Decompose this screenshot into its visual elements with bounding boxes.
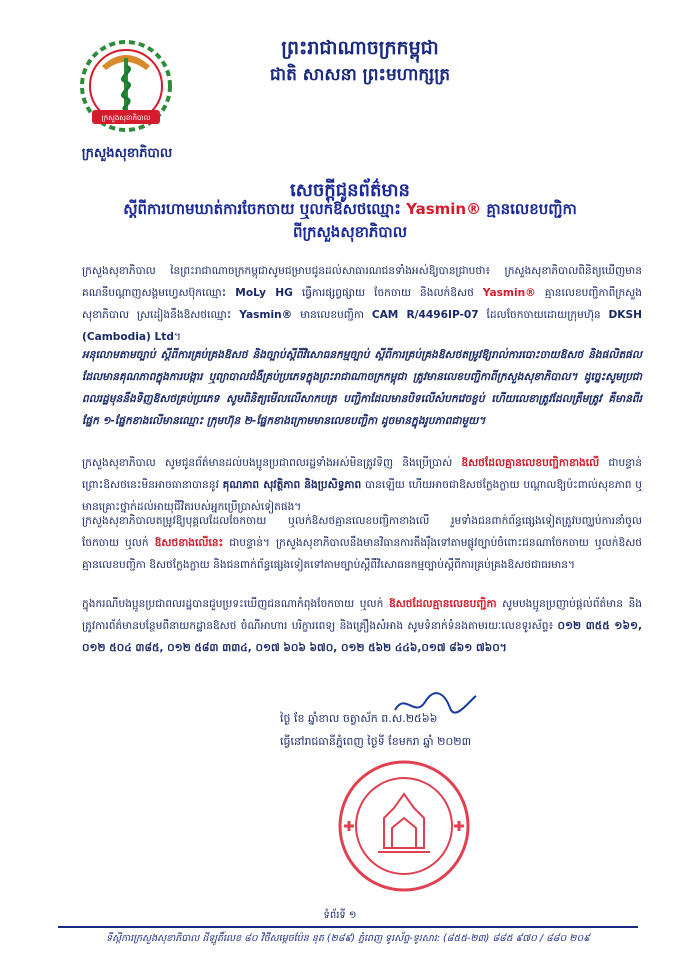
- p3-text-2: ជាបន្ទាន់ ព្រោះឱសថនេះមិនអាចធានាបាននូវ: [82, 457, 642, 491]
- footer-address: ទីស្តីការក្រសួងសុខាភិបាល ដីឡូតិ៍លេខ ៨០ វិថីសម្តេចប៉ែន នុត (២៨៩) ភ្នំពេញ ទូរស័ព្ទ-ទូរសារ: (៨៥៥-២៣) ៨៨៥ ៩៧០ / ៨៨០ ២០៩: [106, 933, 590, 944]
- paragraph-2: អនុលោមតាមច្បាប់ ស្តីពីការគ្រប់គ្រងឱសថ និងច្បាប់ស្តីពីវិសោធនកម្មច្បាប់ ស្តីពីការគ្រប់គ្រងឱសថតម្រូវឱ្យរាល់ការបោះចាយឱសថ និងផលិតផលដែលមានគុណភាពក្នុងការបង្ការ ឬព្យាបាលជំងឺគ្រប់ប្រភេទក្នុងព្រះរាជាណាចក្រកម្ពុជា ត្រូវមានលេខបញ្ជិកាពីក្រសួងសុខាភិបាល។ ដូច្នេះសូមប្រជាពលរដ្ឋមុននឹងទិញឱសថគ្រប់ប្រភេទ សូមពិនិត្យមើលលើសាកបត្រ បញ្ជិកាដែលមានបិទលើសំបកវេចខ្ចប់ ហើយលេខាត្រូវដែលត្រឹមត្រូវ គឺមានពីរផ្នែក ១-ផ្នែកខាងលើមានឈ្មោះ ក្រុមហ៊ុន ២-ផ្នែកខាងក្រោមមានលេខបញ្ជិកា ដូចមានក្នុងរូបភាពជាមួយ។: [82, 349, 642, 427]
- page-initial: ទំព័រទី ១: [323, 910, 357, 921]
- p1-text-4: មានលេខបញ្ជិកា: [300, 309, 364, 321]
- kingdom-header: ព្រះរាជាណាចក្រកម្ពុជា: [281, 37, 439, 59]
- p3-text: ក្រសួងសុខាភិបាល សូមជូនព័ត៌មានដល់បងប្អូនប្រជាពលរដ្ឋទាំងអស់មិនត្រូវទិញ និងប្រើប្រាស់: [82, 457, 453, 469]
- subtitle-text: ស្តីពីការហាមឃាត់ការចែកចាយ ឬលក់ឱសថឈ្មោះ: [123, 200, 401, 218]
- p5-text: ក្នុងករណីបងប្អូនប្រជាពលរដ្ឋបានជួបប្រទះឃើញជនណាកំពុងចែកចាយ ឬលក់: [82, 598, 384, 610]
- facebook-account-name: MoLy HG: [235, 287, 293, 299]
- registration-number: CAM R/4496IP-07: [371, 309, 479, 321]
- subtitle-text-end: គ្មានលេខបញ្ជិកា: [486, 200, 577, 218]
- footer-divider: [58, 926, 638, 928]
- lunar-date: ថ្ងៃ ខែ ឆ្នាំខាល ចត្វាស័ក ព.ស.២៥៦៦: [280, 712, 438, 725]
- issuer-line: ពីក្រសួងសុខាភិបាល: [293, 223, 407, 241]
- product-name-legit: Yasmin®: [239, 309, 293, 321]
- p3-text-3: បានឡើយ ហើយអាចជាឱសថក្លែងក្លាយ បណ្តាលឱ្យប៉ះពាល់សុខភាព ឬមានគ្រោះថ្នាក់ដល់អាយុជីវិតរបស់អ្នកប្រើប្រាស់ទៀតផង។: [82, 479, 643, 513]
- p1-end: ។: [173, 331, 181, 343]
- distributor-name: DKSH (Cambodia) Ltd: [82, 309, 642, 343]
- paragraph-3: [82, 452, 642, 518]
- paragraph-1: [82, 260, 642, 348]
- p5-warning-red: ឱសថដែលគ្មានលេខបញ្ជិកា: [388, 598, 497, 610]
- p3-warning-red: ឱសថដែលគ្មានលេខបញ្ជិកាខាងលើ: [461, 457, 600, 469]
- product-name-red: Yasmin®: [482, 287, 536, 299]
- official-stamp: [336, 758, 472, 894]
- p1-text-2: ធ្វើការផ្សព្វផ្សាយ ចែកចាយ និងលក់ឱសថ: [301, 287, 474, 299]
- p4-text: ក្រសួងសុខាភិបាលតម្រូវឱ្យបុគ្គលដែលចែកចាយ ឬលក់ឱសថគ្មានលេខបញ្ជិកាខាងលើ រួមទាំងជនពាក់ព័ន្ធផ្សេងទៀតត្រូវបញ្ឈប់ការនាំចូល ចែកចាយ ឬលក់: [82, 515, 642, 549]
- p4-text-2: ជាបន្ទាន់។ ក្រសួងសុខាភិបាលនឹងមានវិធានការតឹងរ៉ឹងទៅតាមផ្លូវច្បាប់ចំពោះជនណាចែកចាយ ឬលក់ឱសថគ្មានលេខបញ្ជិកា ឱសថក្លែងក្លាយ និងជនពាក់ព័ន្ធផ្សេងទៀតទៅតាមច្បាប់ស្តីពីវិសោធនកម្មច្បាប់ស្តីពីការគ្រប់គ្រងឱសថជាធរមាន។: [82, 537, 643, 571]
- p5-text-2: សូមបងប្អូនប្រញាប់ផ្តល់ព័ត៌មាន និងត្រូវការព័ត៌មានបន្ថែមពីនាយកដ្ឋានឱសថ ចំណីអាហារ បរិក្ខារពេទ្យ និងគ្រឿងសំអាង សូមទំនាក់ទំនងតាមរយៈលេខទូរស័ព្ទ៖: [82, 598, 643, 632]
- p1-text-3: គ្មានលេខបញ្ជិកាពីក្រសួងសុខាភិបាល ស្រដៀងនឹងឱសថឈ្មោះ: [82, 287, 642, 321]
- paragraph-5: [82, 593, 642, 659]
- p1-text-5: ដែលចែកចាយដោយក្រុមហ៊ុន: [486, 309, 601, 321]
- ministry-logo: [72, 36, 180, 144]
- product-name: Yasmin®: [406, 200, 482, 218]
- logo-lettering: ក្រសួងសុខាភិបាល: [101, 114, 151, 122]
- p1-text: ក្រសួងសុខាភិបាល នៃព្រះរាជាណាចក្រកម្ពុជាសូមជម្រាបជូនដល់សាធារណជនទាំងអស់ឱ្យបានជ្រាបថា៖ ក្រសួងសុខាភិបាលពិនិត្យឃើញមានគណនីបណ្តាញសង្គមហ្វេសប៊ុកឈ្មោះ: [82, 265, 642, 299]
- paragraph-4: [82, 510, 642, 576]
- p4-warning-red: ឱសថខាងលើនេះ: [154, 537, 224, 549]
- ministry-name: ក្រសួងសុខាភិបាល: [81, 146, 173, 161]
- national-motto: ជាតិ សាសនា ព្រះមហាក្សត្រ: [269, 65, 451, 85]
- document-title: សេចក្តីជូនព័ត៌មាន: [290, 180, 410, 201]
- document-subtitle: [70, 200, 630, 222]
- contact-phone-numbers: ០១២ ៣៥៥ ១៦១, ០១២ ៥០៤ ៣៨៥, ០១២ ៥៨៣ ៣៣៤, ០១៧ ៦០៦ ៦៧០, ០១២ ៥៦២ ៤៤៦,០១៧ ៨៦១ ៧៦០។: [82, 620, 642, 654]
- solar-date: ធ្វើនៅរាជធានីភ្នំពេញ ថ្ងៃទី ខែមករា ឆ្នាំ ២០២៣: [280, 735, 471, 748]
- p3-quality-safety: គុណភាព សុវត្ថិភាព និងប្រសិទ្ធភាព: [222, 479, 362, 491]
